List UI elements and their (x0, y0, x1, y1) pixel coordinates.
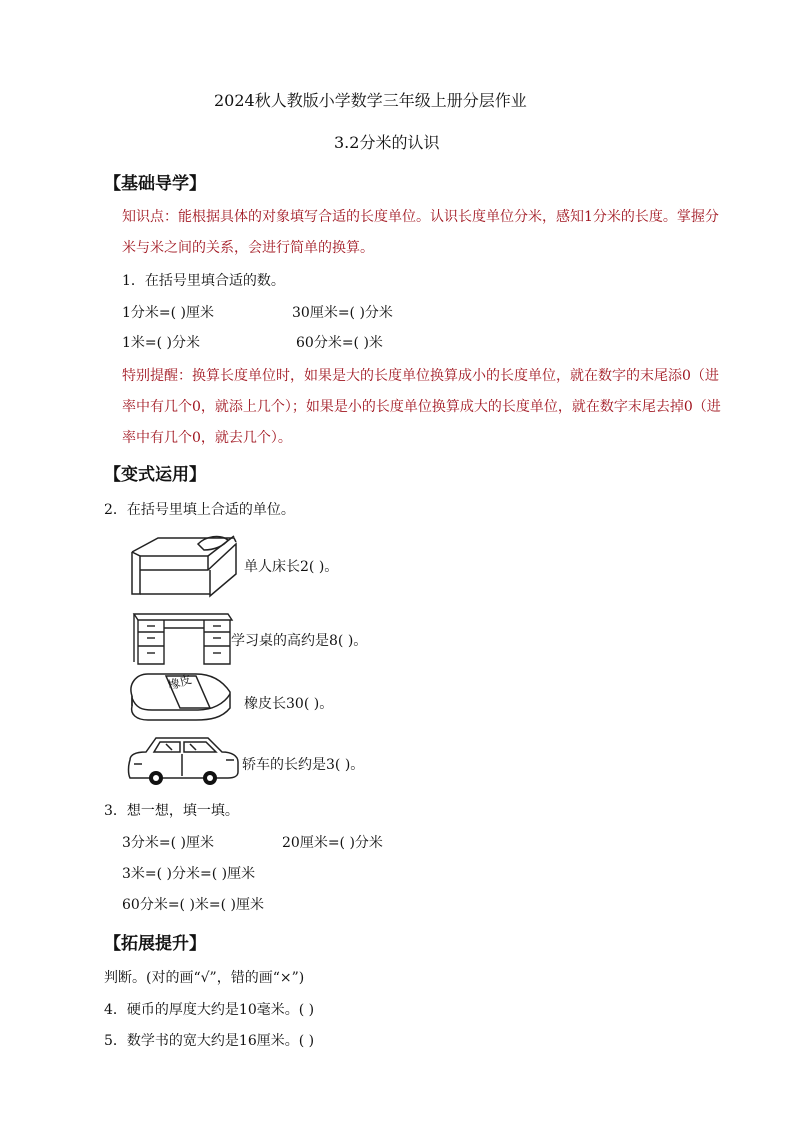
q1-row2-a: 1米=( )分米 (122, 335, 201, 351)
q1-row1-a: 1分米=( )厘米 (122, 305, 215, 321)
knowledge-line-2: 米与米之间的关系，会进行简单的换算。 (122, 240, 374, 256)
section-extend-heading: 【拓展提升】 (104, 934, 206, 954)
desk-illustration (128, 608, 234, 670)
q2-stem: 2．在括号里填上合适的单位。 (104, 502, 295, 518)
q2-bed-text: 单人床长2( )。 (244, 559, 339, 575)
knowledge-line-1: 知识点：能根据具体的对象填写合适的长度单位。认识长度单位分米，感知1分米的长度。掌握分 (122, 209, 719, 225)
page-subtitle: 3.2分米的认识 (334, 133, 440, 152)
q2-car-text: 轿车的长约是3( )。 (242, 757, 365, 773)
tip-line-3: 率中有几个0，就去几个）。 (122, 430, 292, 446)
section-variant-heading: 【变式运用】 (104, 465, 206, 485)
q3-stem: 3．想一想，填一填。 (104, 803, 239, 819)
tip-line-1: 特别提醒：换算长度单位时，如果是大的长度单位换算成小的长度单位，就在数字的末尾添0（进 (122, 368, 719, 384)
car-illustration (126, 730, 242, 790)
page-title: 2024秋人教版小学数学三年级上册分层作业 (214, 91, 527, 110)
q4-text: 4．硬币的厚度大约是10毫米。( ) (104, 1002, 315, 1018)
q3-row2: 3米=( )分米=( )厘米 (122, 866, 256, 882)
section-basic-heading: 【基础导学】 (104, 174, 206, 194)
q1-row2-b: 60分米=( )米 (296, 335, 383, 351)
tip-line-2: 率中有几个0，就添上几个）；如果是小的长度单位换算成大的长度单位，就在数字末尾去掉0（进 (122, 399, 721, 415)
bed-illustration (128, 530, 240, 600)
q3-row1-a: 3分米=( )厘米 (122, 835, 215, 851)
q2-eraser-text: 橡皮长30( )。 (244, 696, 334, 712)
q1-stem: 1．在括号里填合适的数。 (122, 273, 285, 289)
q5-text: 5．数学书的宽大约是16厘米。( ) (104, 1033, 315, 1049)
eraser-label: 橡皮 (166, 672, 194, 693)
q3-row1-b: 20厘米=( )分米 (282, 835, 383, 851)
q2-desk-text: 学习桌的高约是8( )。 (231, 633, 368, 649)
judge-stem: 判断。(对的画“√”，错的画“×”) (104, 970, 305, 986)
q1-row1-b: 30厘米=( )分米 (292, 305, 393, 321)
q3-row3: 60分米=( )米=( )厘米 (122, 897, 265, 913)
